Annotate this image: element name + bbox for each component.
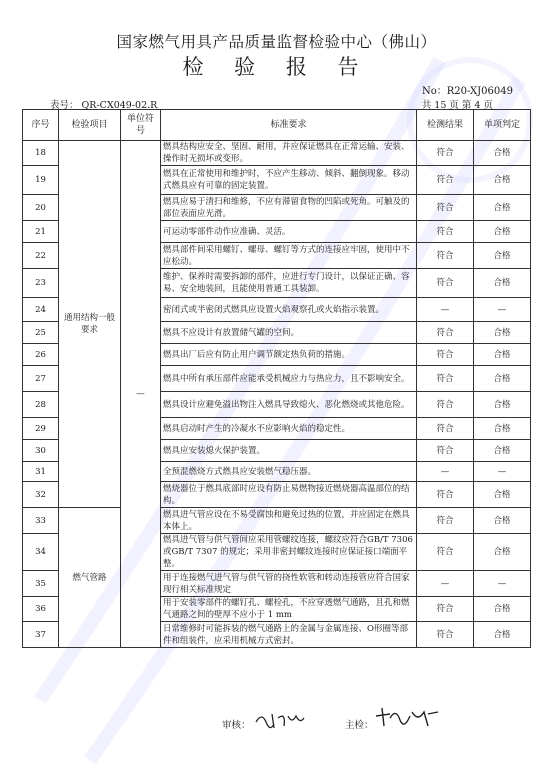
judgement-cell: 合格: [474, 482, 531, 508]
requirement-text: 燃具进气管应设在不易受腐蚀和避免过热的位置，并应固定在燃具本体上。: [161, 508, 417, 534]
inspection-table: [22, 109, 531, 648]
row-number: 23: [23, 269, 59, 298]
row-number: 22: [23, 243, 59, 269]
row-number: 36: [23, 597, 59, 622]
judgement-cell: 合格: [474, 597, 531, 622]
requirement-text: 可运动零部件动作应准确、灵活。: [161, 221, 417, 243]
chief-inspector-signature: [372, 704, 442, 732]
requirement-text: 燃具应易于清扫和维修，不应有滞留食物的凹陷或死角。可触及的部位表面应光滑。: [161, 195, 417, 221]
result-cell: 符合: [417, 243, 474, 269]
requirement-text: 燃具出厂后应有防止用户调节额定热负荷的措施。: [161, 344, 417, 366]
judgement-cell: 合格: [474, 418, 531, 440]
judgement-cell: —: [474, 462, 531, 482]
requirement-text: 密闭式或半密闭式燃具应设置火焰观察孔或火焰指示装置。: [161, 298, 417, 322]
requirement-text: 燃具部件间采用螺钉、螺母、螺钉等方式的连接应牢固，使用中不应松动。: [161, 243, 417, 269]
page-indicator: 共 15 页 第 4 页: [421, 100, 493, 111]
judgement-cell: 合格: [474, 166, 531, 195]
header-result: 检测结果: [417, 110, 474, 141]
requirement-text: 燃具结构应安全、坚固、耐用，并应保证燃具在正常运输、安装、操作时无损坏或变形。: [161, 141, 417, 166]
result-cell: 符合: [417, 392, 474, 418]
judgement-cell: 合格: [474, 322, 531, 344]
requirement-text: 燃具设计应避免溢出物注入燃具导致熄火、恶化燃烧或其他危险。: [161, 392, 417, 418]
row-number: 21: [23, 221, 59, 243]
judgement-cell: 合格: [474, 269, 531, 298]
judgement-cell: 合格: [474, 392, 531, 418]
row-number: 28: [23, 392, 59, 418]
judgement-cell: 合格: [474, 344, 531, 366]
row-number: 25: [23, 322, 59, 344]
header-requirement: 标准要求: [161, 110, 417, 141]
result-cell: 符合: [417, 440, 474, 462]
item-gas-path: 燃气管路: [59, 508, 121, 648]
judgement-cell: —: [474, 298, 531, 322]
header-unit: 单位符号: [121, 110, 161, 141]
row-number: 32: [23, 482, 59, 508]
requirement-text: 日常维修时可能拆装的燃气通路上的金属与金属连接、O形圈等部件和组装件，应采用机械方式密封。: [161, 622, 417, 648]
row-number: 27: [23, 366, 59, 392]
table-row: [23, 508, 531, 534]
requirement-text: 燃具不应设计有放置储气罐的空间。: [161, 322, 417, 344]
result-cell: 符合: [417, 597, 474, 622]
result-cell: —: [417, 462, 474, 482]
row-number: 20: [23, 195, 59, 221]
row-number: 33: [23, 508, 59, 534]
result-cell: 符合: [417, 322, 474, 344]
judgement-cell: 合格: [474, 534, 531, 571]
form-number: 表号： QR-CX049-02.R: [50, 100, 158, 111]
result-cell: 符合: [417, 622, 474, 648]
item-general-structure: 通用结构一般要求: [59, 141, 121, 508]
table-header-row: [23, 110, 531, 141]
result-cell: 符合: [417, 141, 474, 166]
judgement-cell: 合格: [474, 221, 531, 243]
row-number: 31: [23, 462, 59, 482]
result-cell: 符合: [417, 366, 474, 392]
result-cell: 符合: [417, 482, 474, 508]
result-cell: 符合: [417, 269, 474, 298]
row-number: 35: [23, 571, 59, 597]
row-number: 18: [23, 141, 59, 166]
requirement-text: 燃具启动时产生的冷凝水不应影响火焰的稳定性。: [161, 418, 417, 440]
row-number: 19: [23, 166, 59, 195]
requirement-text: 燃具中所有承压部件应能承受机械应力与热应力，且不影响安全。: [161, 366, 417, 392]
judgement-cell: 合格: [474, 243, 531, 269]
row-number: 34: [23, 534, 59, 571]
judgement-cell: 合格: [474, 141, 531, 166]
chief-inspector-label: 主检：: [345, 720, 374, 731]
header-judgement: 单项判定: [474, 110, 531, 141]
requirement-text: 燃具进气管与供气管间应采用管螺纹连接，螺纹应符合GB/T 7306 或GB/T 7307 的规定；采用非密封螺纹连接时应保证接口端面平整。: [161, 534, 417, 571]
result-cell: 符合: [417, 166, 474, 195]
requirement-text: 全预混燃烧方式燃具应安装燃气稳压器。: [161, 462, 417, 482]
table-row: [23, 141, 531, 166]
result-cell: —: [417, 571, 474, 597]
result-cell: 符合: [417, 344, 474, 366]
audit-label: 审核：: [222, 720, 251, 731]
report-title: 检 验 报 告: [182, 55, 371, 79]
requirement-text: 用于安装零部件的螺钉孔、螺栓孔，不应穿透燃气通路，且孔和燃气通路之间的壁厚不应小于 1 mm: [161, 597, 417, 622]
row-number: 30: [23, 440, 59, 462]
result-cell: 符合: [417, 221, 474, 243]
result-cell: —: [417, 298, 474, 322]
row-number: 26: [23, 344, 59, 366]
header-item: 检验项目: [59, 110, 121, 141]
result-cell: 符合: [417, 195, 474, 221]
auditor-signature: [252, 708, 312, 732]
result-cell: 符合: [417, 534, 474, 571]
row-number: 24: [23, 298, 59, 322]
requirement-text: 燃烧器位于燃具底部时应设有防止易燃物接近燃烧器高温部位的结构。: [161, 482, 417, 508]
row-number: 29: [23, 418, 59, 440]
header-num: 序号: [23, 110, 59, 141]
unit-symbol: —: [121, 141, 161, 648]
judgement-cell: 合格: [474, 195, 531, 221]
judgement-cell: 合格: [474, 622, 531, 648]
judgement-cell: 合格: [474, 440, 531, 462]
requirement-text: 用于连接燃气进气管与供气管的挠性软管和转动连接管应符合国家现行相关标准规定: [161, 571, 417, 597]
judgement-cell: 合格: [474, 508, 531, 534]
judgement-cell: 合格: [474, 366, 531, 392]
organization-name: 国家燃气用具产品质量监督检验中心（佛山）: [116, 33, 437, 51]
result-cell: 符合: [417, 508, 474, 534]
judgement-cell: —: [474, 571, 531, 597]
requirement-text: 维护、保养时需要拆卸的部件，应进行专门设计，以保证正确、容易、安全地装回，且能使用普通工具装卸。: [161, 269, 417, 298]
document-number: No：R20-XJ06049: [422, 86, 513, 97]
row-number: 37: [23, 622, 59, 648]
requirement-text: 燃具应安装熄火保护装置。: [161, 440, 417, 462]
requirement-text: 燃具在正常使用和维护时，不应产生移动、倾斜、翻倒现象。移动式燃具应有可靠的固定装置。: [161, 166, 417, 195]
result-cell: 符合: [417, 418, 474, 440]
